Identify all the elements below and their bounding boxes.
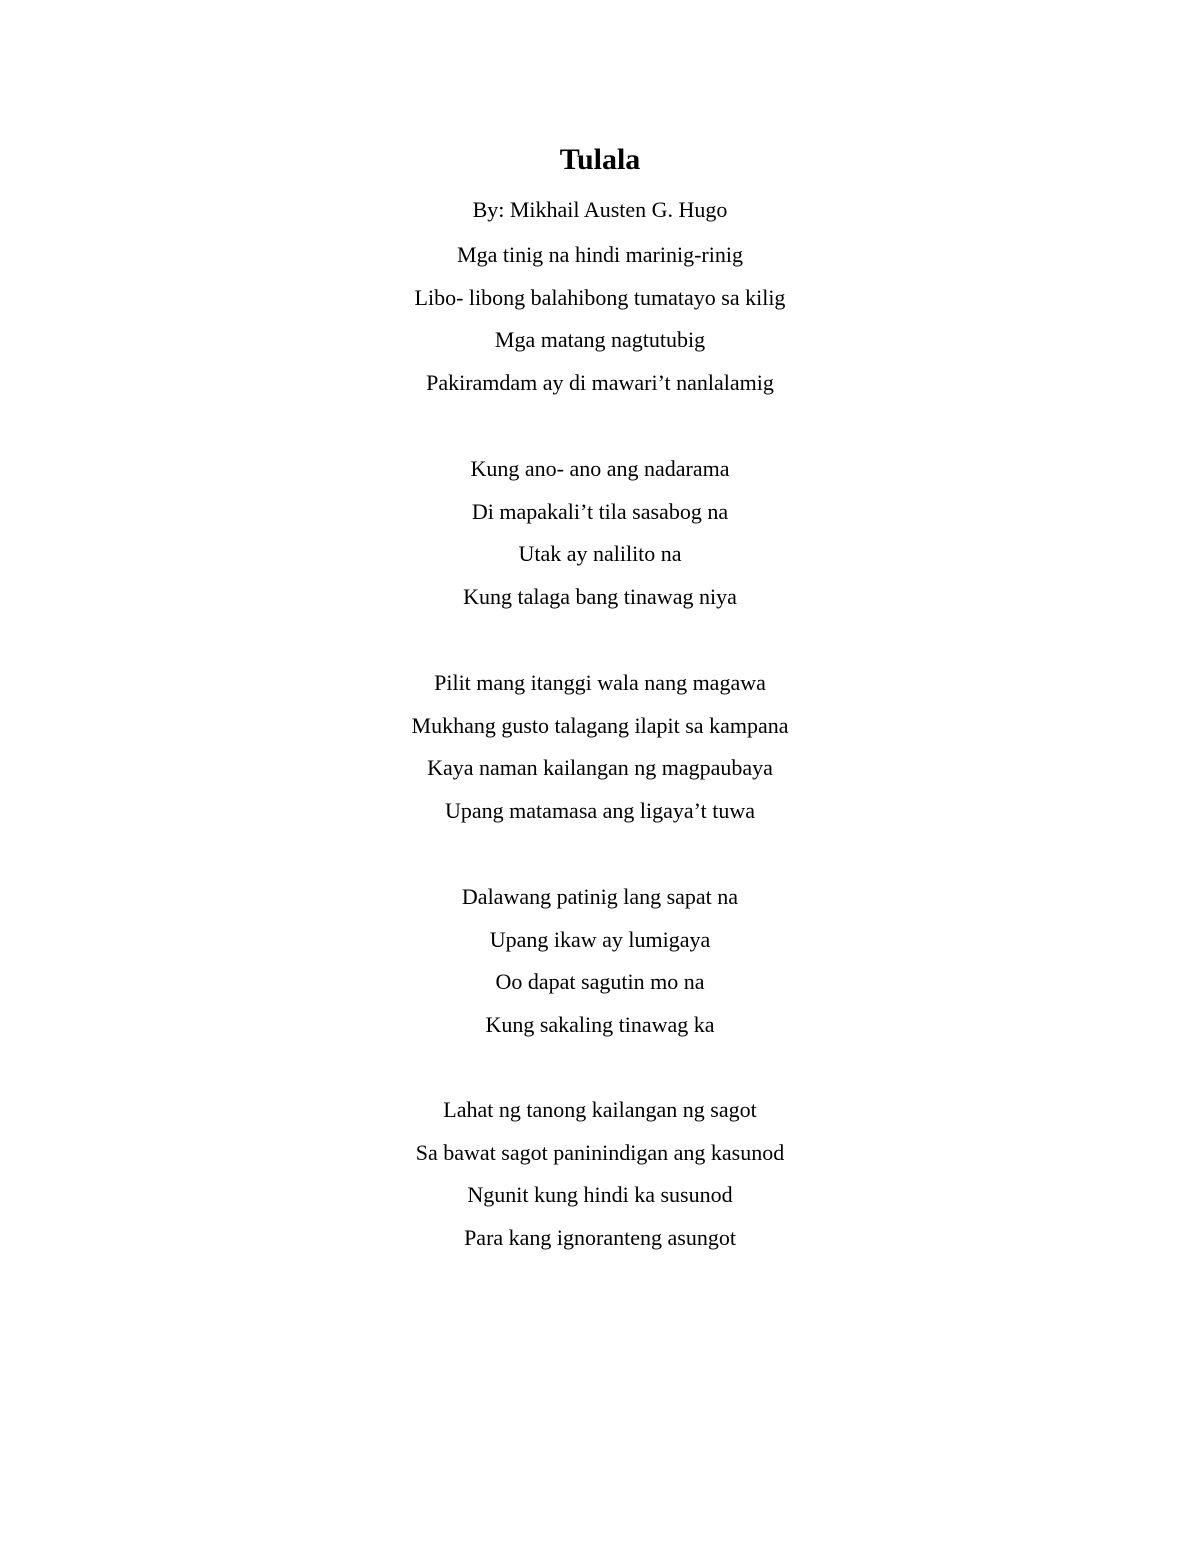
poem-line: Lahat ng tanong kailangan ng sagot bbox=[443, 1097, 757, 1122]
poem-line: Pilit mang itanggi wala nang magawa bbox=[434, 670, 766, 695]
poem-line: Mga tinig na hindi marinig-rinig bbox=[457, 242, 743, 267]
poem-line: Oo dapat sagutin mo na bbox=[495, 969, 705, 995]
poem-line: Di mapakali’t tila sasabog na bbox=[471, 498, 729, 524]
poem-line: Kung sakaling tinawag ka bbox=[485, 1012, 715, 1038]
poem-line: Upang matamasa ang ligaya’t tuwa bbox=[445, 798, 755, 824]
poem-author: By: Mikhail Austen G. Hugo bbox=[472, 197, 728, 222]
stanza bbox=[0, 883, 1200, 1054]
poem-title: Tulala bbox=[559, 143, 641, 176]
poem-line: Dalawang patinig lang sapat na bbox=[461, 884, 739, 909]
poem-line: Kaya naman kailangan ng magpaubaya bbox=[427, 755, 773, 781]
stanza bbox=[0, 455, 1200, 626]
poem-line: Kung talaga bang tinawag niya bbox=[463, 584, 737, 610]
stanza bbox=[0, 669, 1200, 840]
poem-line: Pakiramdam ay di mawari’t nanlalamig bbox=[426, 370, 774, 396]
poem-line: Upang ikaw ay lumigaya bbox=[489, 926, 711, 952]
poem-line: Sa bawat sagot paninindigan ang kasunod bbox=[415, 1139, 785, 1165]
poem-line: Kung ano- ano ang nadarama bbox=[470, 456, 730, 481]
poem-line: Ngunit kung hindi ka susunod bbox=[467, 1182, 733, 1208]
stanza bbox=[0, 1096, 1200, 1267]
poem-line: Utak ay nalilito na bbox=[518, 541, 682, 567]
stanza bbox=[0, 241, 1200, 412]
poem-line: Mukhang gusto talagang ilapit sa kampana bbox=[411, 712, 789, 738]
poem-line: Para kang ignoranteng asungot bbox=[464, 1225, 736, 1251]
poem-line: Libo- libong balahibong tumatayo sa kilig bbox=[414, 284, 786, 310]
poem-line: Mga matang nagtutubig bbox=[494, 327, 706, 353]
